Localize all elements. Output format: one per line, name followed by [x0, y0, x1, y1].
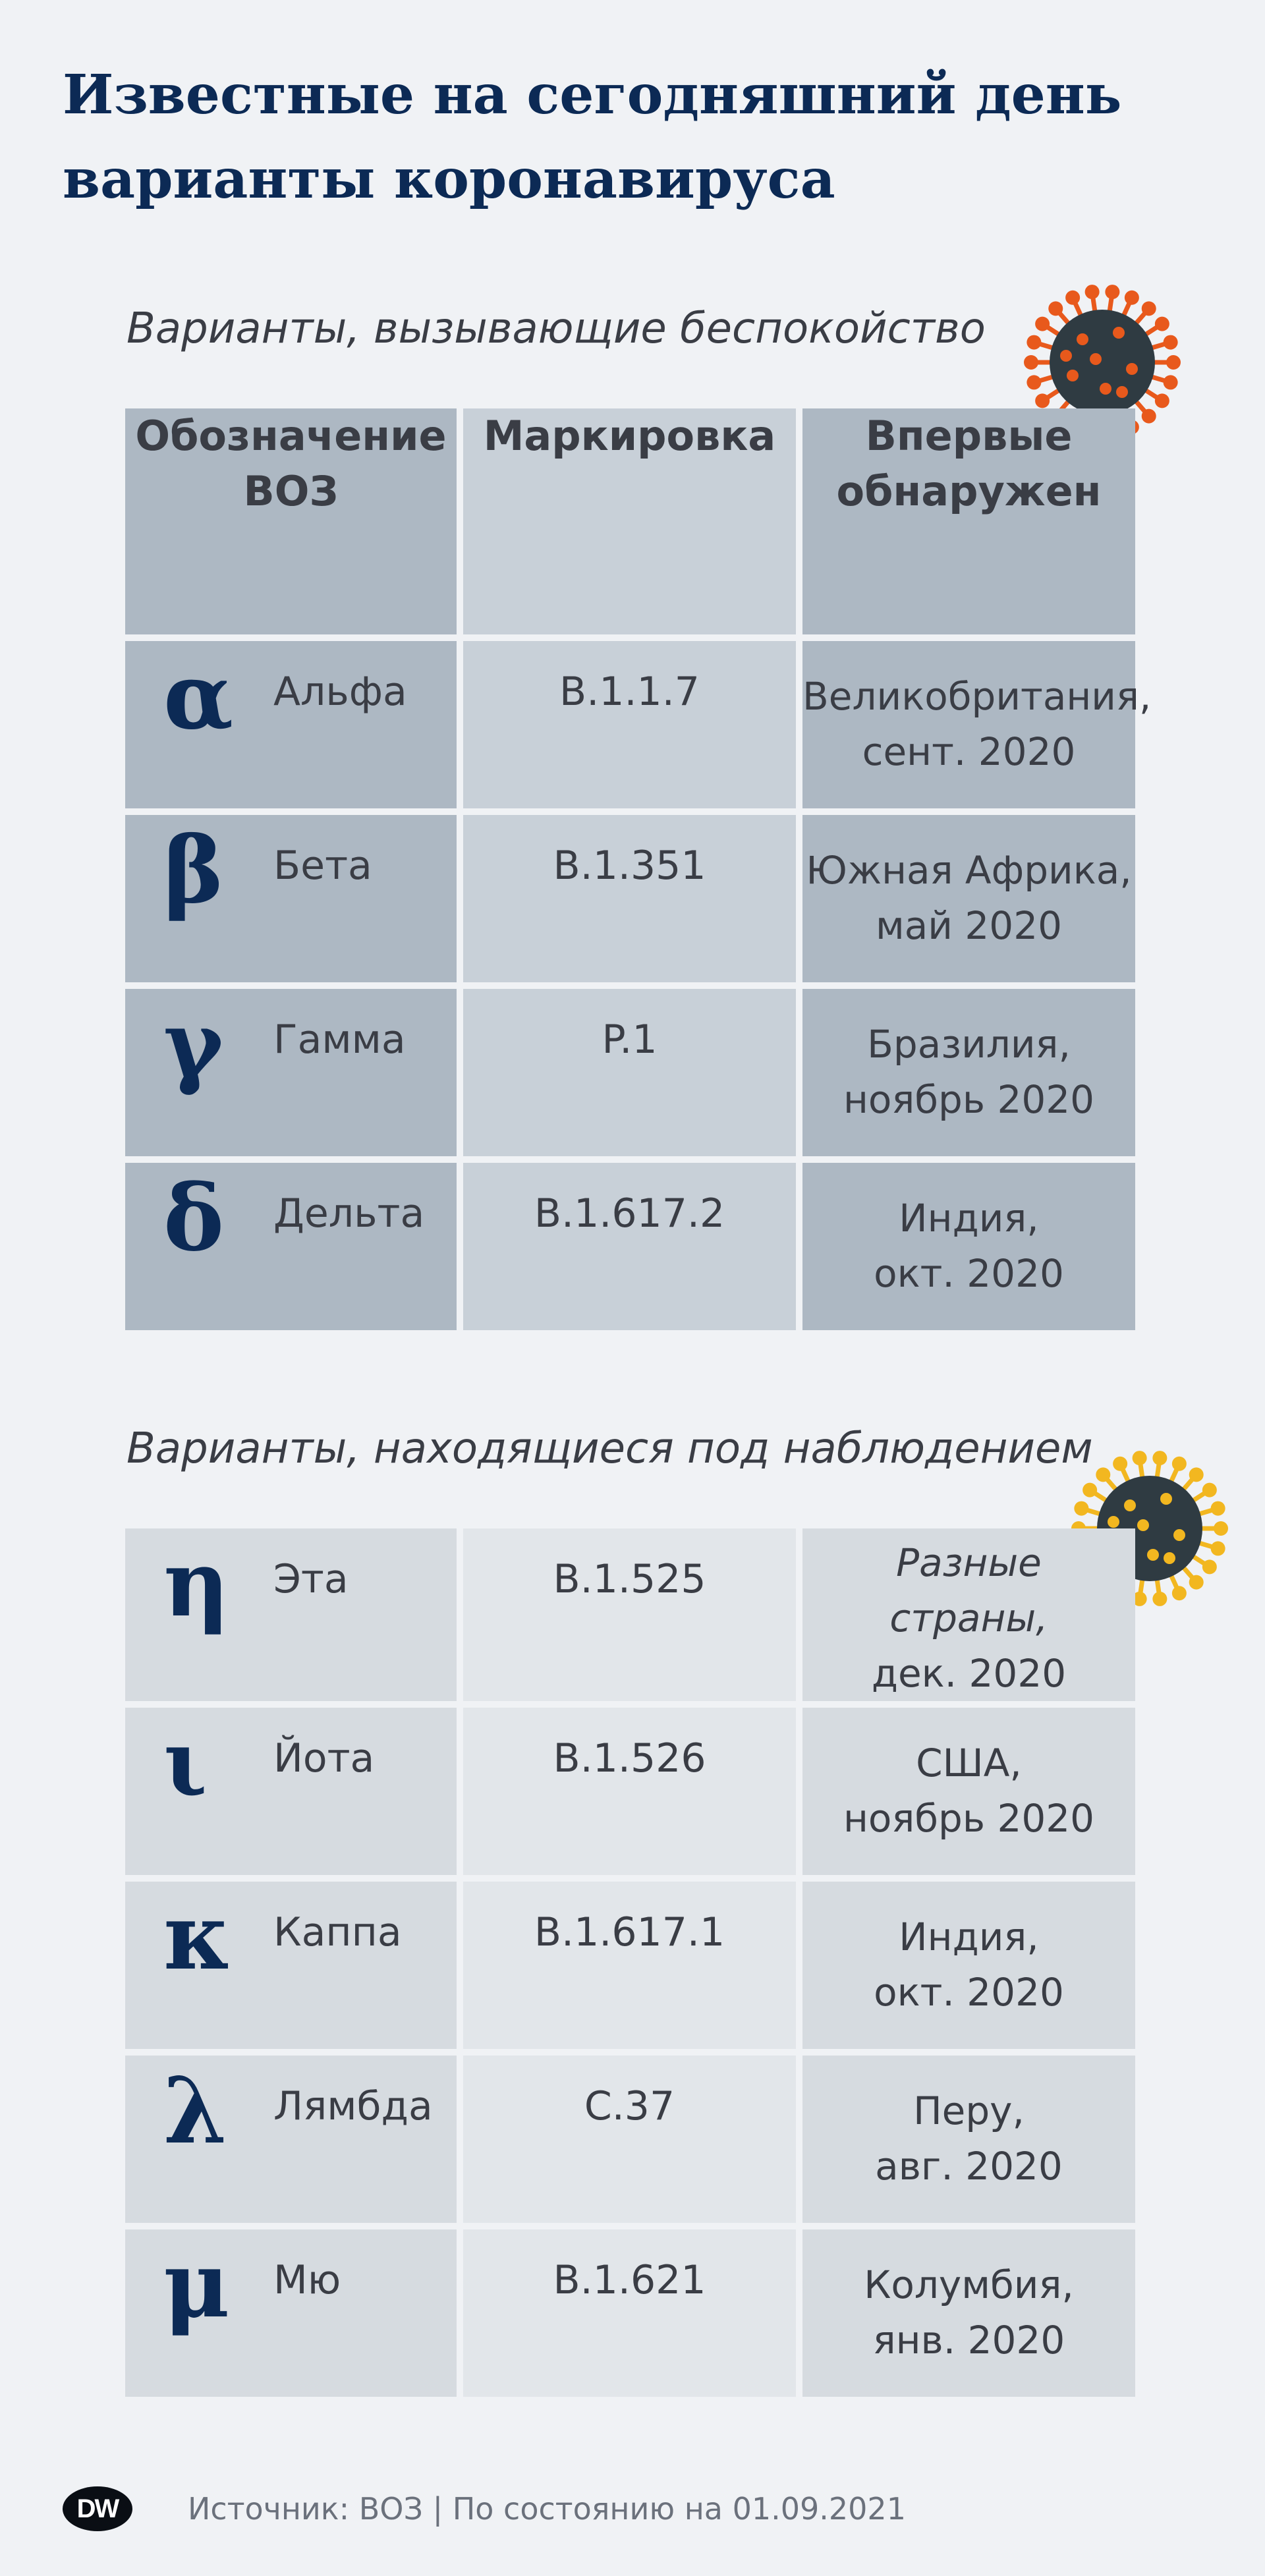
first-detected-place: США, [916, 1741, 1022, 1785]
first-detected-place: Великобритания, [802, 674, 1152, 719]
virus-spike-tip [1105, 285, 1119, 299]
variant-name: Йота [273, 1735, 375, 1781]
first-detected-cell [802, 2229, 1135, 2397]
table-row [125, 1163, 1135, 1330]
who-label-cell [125, 1528, 457, 1701]
variant-name: Каппа [273, 1909, 402, 1955]
variant-name: Лямбда [273, 2083, 433, 2129]
greek-letter: γ [163, 990, 224, 1098]
table-header-row [125, 408, 1135, 634]
dw-logo[interactable]: DW [63, 2486, 132, 2531]
section-heading-concern: Варианты, вызывающие беспокойство [126, 304, 986, 353]
table-row [125, 2229, 1135, 2397]
virus-spike-tip [1202, 1559, 1217, 1574]
first-detected-place: Перу, [913, 2088, 1025, 2133]
section-heading-watch: Варианты, находящиеся под наблюдением [126, 1424, 1093, 1473]
virus-surface-dot [1077, 333, 1088, 345]
first-detected-date: янв. 2020 [872, 2318, 1065, 2363]
variant-name: Эта [273, 1556, 349, 1602]
page-title [63, 53, 1183, 221]
virus-surface-dot [1164, 1552, 1175, 1564]
who-label-cell [125, 1163, 457, 1330]
virus-surface-dot [1173, 1529, 1185, 1541]
virus-spike-tip [1074, 1501, 1088, 1516]
greek-letter: ι [163, 1709, 208, 1816]
who-label-cell [125, 1882, 457, 2049]
virus-body [1050, 310, 1155, 415]
first-detected-cell [802, 1882, 1135, 2049]
table-row [125, 2056, 1135, 2223]
greek-letter: α [163, 642, 234, 750]
who-label-cell [125, 815, 457, 982]
who-label-cell [125, 1708, 457, 1875]
variants-of-concern-table [119, 402, 1152, 1337]
virus-spike-tip [1085, 285, 1100, 299]
virus-spike-tip [1164, 335, 1178, 350]
virus-surface-dot [1100, 383, 1111, 395]
virus-spike-tip [1024, 355, 1038, 370]
variant-name: Бета [273, 843, 372, 889]
virus-spike-tip [1152, 1592, 1167, 1606]
greek-letter: λ [163, 2057, 227, 2164]
first-detected-date: май 2020 [875, 903, 1063, 948]
virus-spike-tip [1026, 375, 1041, 389]
header-who-label: Обозначение ВОЗ [125, 408, 457, 634]
header-first-detected: Впервые обнаружен [802, 408, 1135, 634]
table-row [125, 1708, 1135, 1875]
first-detected-date: ноябрь 2020 [843, 1077, 1095, 1122]
virus-spike-tip [1189, 1575, 1204, 1590]
first-detected-cell [802, 989, 1135, 1156]
who-label-cell [125, 641, 457, 808]
first-detected-place: Бразилия, [867, 1022, 1071, 1067]
virus-spike-tip [1164, 375, 1178, 389]
virus-spike-tip [1035, 317, 1050, 331]
variant-name: Мю [273, 2257, 341, 2303]
first-detected-cell [802, 1528, 1135, 1701]
virus-spike-tip [1211, 1501, 1225, 1516]
virus-spike-tip [1142, 409, 1156, 424]
table-row [125, 641, 1135, 808]
virus-spike-tip [1155, 317, 1169, 331]
table-row [125, 815, 1135, 982]
virus-spike-tip [1202, 1483, 1217, 1498]
lineage-cell: P.1 [463, 989, 796, 1156]
first-detected-cell [802, 815, 1135, 982]
lineage-cell: B.1.1.7 [463, 641, 796, 808]
virus-spike-tip [1133, 1451, 1147, 1465]
virus-spike-tip [1155, 393, 1169, 408]
virus-surface-dot [1147, 1549, 1159, 1561]
lineage-cell: B.1.617.1 [463, 1882, 796, 2049]
lineage-cell: B.1.351 [463, 815, 796, 982]
first-detected-date: окт. 2020 [874, 1970, 1064, 2015]
virus-spike-tip [1172, 1457, 1187, 1471]
lineage-cell: B.1.525 [463, 1528, 796, 1701]
who-label-cell [125, 2056, 457, 2223]
greek-letter: β [163, 816, 224, 924]
first-detected-place: Южная Африка, [806, 848, 1132, 893]
title-line-2: варианты коронавируса [63, 148, 835, 211]
lineage-cell: B.1.526 [463, 1708, 796, 1875]
first-detected-place: Колумбия, [864, 2262, 1074, 2307]
variant-name: Альфа [273, 669, 407, 715]
variant-name: Гамма [273, 1017, 406, 1063]
first-detected-cell [802, 2056, 1135, 2223]
lineage-cell: B.1.617.2 [463, 1163, 796, 1330]
virus-spike-tip [1065, 291, 1080, 305]
lineage-cell: C.37 [463, 2056, 796, 2223]
first-detected-place: Разные [896, 1540, 1042, 1585]
table-row [125, 989, 1135, 1156]
virus-spike-tip [1166, 355, 1181, 370]
lineage-cell: B.1.621 [463, 2229, 796, 2397]
virus-spike-tip [1113, 1457, 1127, 1471]
first-detected-date: авг. 2020 [875, 2144, 1063, 2189]
footer [63, 2482, 906, 2535]
first-detected-cell [802, 641, 1152, 808]
table-row [125, 1528, 1135, 1701]
virus-spike-tip [1152, 1451, 1167, 1465]
virus-surface-dot [1060, 350, 1072, 362]
virus-spike-tip [1142, 301, 1156, 316]
virus-surface-dot [1116, 386, 1128, 398]
first-detected-place: страны, [889, 1596, 1048, 1640]
source-note: Источник: ВОЗ | По состоянию на 01.09.2021 [188, 2491, 906, 2527]
first-detected-place: Индия, [899, 1196, 1039, 1241]
virus-surface-dot [1113, 327, 1125, 339]
virus-spike-tip [1125, 291, 1139, 305]
first-detected-place: Индия, [899, 1915, 1039, 1959]
virus-spike-tip [1048, 301, 1063, 316]
greek-letter: μ [163, 2231, 231, 2338]
virus-surface-dot [1124, 1499, 1136, 1511]
table-row [125, 1882, 1135, 2049]
virus-surface-dot [1126, 363, 1138, 375]
virus-spike-tip [1172, 1586, 1187, 1600]
variants-under-monitoring-table [119, 1522, 1142, 2403]
virus-spike-tip [1189, 1467, 1204, 1482]
virus-spike-tip [1026, 335, 1041, 350]
first-detected-date: дек. 2020 [871, 1651, 1067, 1696]
virus-surface-dot [1090, 353, 1102, 365]
greek-letter: κ [163, 1883, 232, 1990]
virus-spike-tip [1211, 1541, 1225, 1555]
virus-spike-tip [1096, 1467, 1110, 1482]
virus-spike-tip [1214, 1521, 1228, 1536]
who-label-cell [125, 989, 457, 1156]
first-detected-cell [802, 1163, 1135, 1330]
virus-spike-tip [1082, 1483, 1097, 1498]
virus-surface-dot [1067, 370, 1079, 381]
first-detected-date: сент. 2020 [862, 729, 1076, 774]
greek-letter: η [163, 1530, 230, 1637]
title-line-1: Известные на сегодняшний день [63, 63, 1122, 126]
greek-letter: δ [163, 1164, 225, 1272]
variant-name: Дельта [273, 1190, 425, 1237]
virus-surface-dot [1160, 1493, 1172, 1505]
first-detected-cell [802, 1708, 1135, 1875]
first-detected-date: окт. 2020 [874, 1251, 1064, 1296]
header-lineage: Маркировка [463, 408, 796, 634]
who-label-cell [125, 2229, 457, 2397]
first-detected-date: ноябрь 2020 [843, 1796, 1095, 1841]
